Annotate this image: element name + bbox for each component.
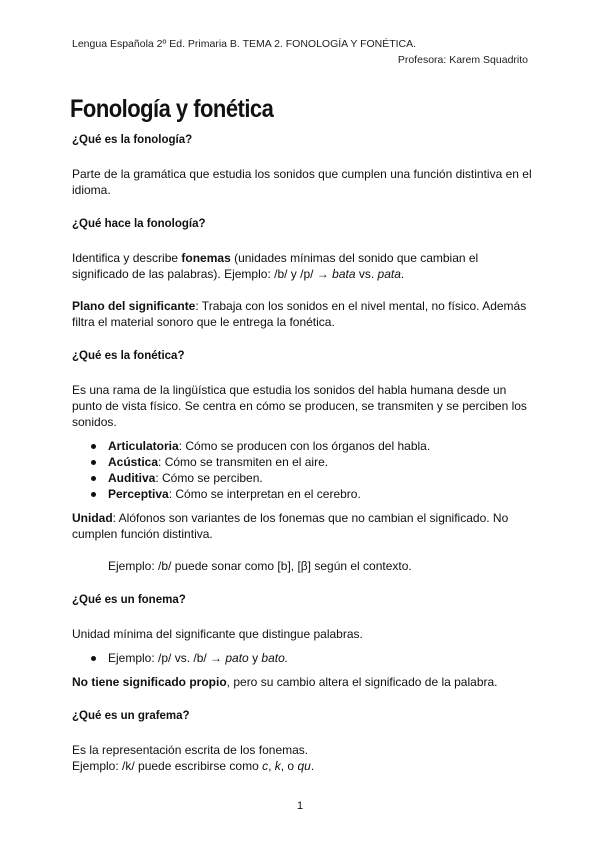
paragraph-fonema-note: No tiene significado propio, pero su cambio altera el significado de la palabra.	[72, 675, 498, 689]
paragraph-plano-significante: Plano del significante: Trabaja con los sonidos en el nivel mental, no físico. Además filtra el material sonoro que le entrega la fonética.	[72, 299, 527, 329]
header-course-line: Lengua Española 2º Ed. Primaria B. TEMA 2. FONOLOGÍA Y FONÉTICA.	[72, 38, 417, 50]
list-item: Auditiva: Cómo se perciben.	[72, 470, 532, 486]
heading-que-hace-fonologia: ¿Qué hace la fonología?	[72, 218, 206, 230]
paragraph-fonetica-definition: Es una rama de la lingüística que estudia los sonidos del habla humana desde un punto de vista físico. Se centra en cómo se producen, se transmiten y se perciben los sonidos.	[72, 383, 527, 429]
list-item: Ejemplo: /p/ vs. /b/ → pato y bato.	[72, 650, 532, 666]
document-body	[72, 132, 532, 774]
list-item: Perceptiva: Cómo se interpretan en el cerebro.	[72, 486, 532, 502]
heading-que-es-fonema: ¿Qué es un fonema?	[72, 594, 186, 606]
page-title: Fonología y fonética	[70, 95, 274, 123]
page-number: 1	[296, 800, 304, 812]
heading-que-es-grafema: ¿Qué es un grafema?	[72, 710, 190, 722]
paragraph-grafema-definition: Es la representación escrita de los fonemas.	[72, 743, 309, 757]
list-item: Acústica: Cómo se transmiten en el aire.	[72, 454, 532, 470]
header-teacher-line: Profesora: Karem Squadrito	[397, 54, 528, 66]
heading-que-es-fonetica: ¿Qué es la fonética?	[72, 350, 185, 362]
list-item: Articulatoria: Cómo se producen con los órganos del habla.	[72, 438, 532, 454]
paragraph-fonema-definition: Unidad mínima del significante que distingue palabras.	[72, 627, 363, 641]
paragraph-grafema-example: Ejemplo: /k/ puede escribirse como c, k, o qu.	[72, 759, 315, 773]
paragraph-fonologia-identifica: Identifica y describe fonemas (unidades mínimas del sonido que cambian el significado de las palabras). Ejemplo: /b/ y /p/ → bata vs. pata.	[72, 251, 479, 281]
paragraph-unidad-alofonos: Unidad: Alófonos son variantes de los fonemas que no cambian el significado. No cumplen función distintiva.	[72, 511, 509, 541]
paragraph-alofono-example: Ejemplo: /b/ puede sonar como [b], [β] según el contexto.	[108, 559, 412, 573]
paragraph-fonologia-definition: Parte de la gramática que estudia los sonidos que cumplen una función distintiva en el idioma.	[72, 167, 532, 197]
fonema-example-list	[72, 650, 532, 666]
fonetica-types-list	[72, 438, 532, 502]
heading-que-es-fonologia: ¿Qué es la fonología?	[72, 134, 193, 146]
